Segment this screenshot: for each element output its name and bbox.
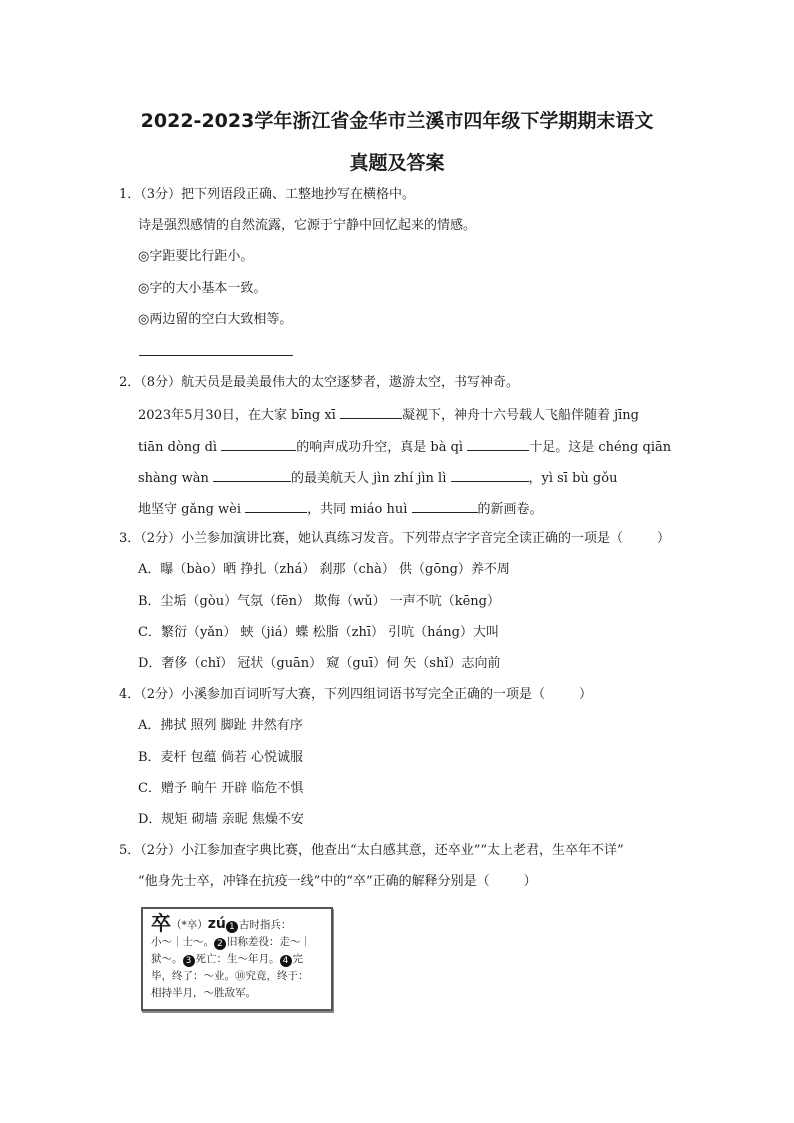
q5-stem: 5．（2分）小江参加查字典比赛，他查出“太白感其意，还卒业”“太上老君，生卒年不详” [119,843,624,858]
q3-stem-close: ） [657,531,671,546]
q1-requirement-2: ◎字的大小基本一致。 [138,281,267,296]
q2-text: 地坚守 gǎng wèi [138,502,246,517]
q2-text: shàng wàn [138,471,214,486]
dict-sense-5-example: 相持半月，～胜敌军。 [151,987,256,999]
dict-sense-3: 死亡：生～年月。 [195,953,280,965]
q2-text: ，yì sī bù gǒu [528,471,618,486]
q2-text: 的新画卷。 [477,502,543,517]
q4-stem [119,686,592,704]
q4-stem-text: 4．（2分）小溪参加百词听写大赛，下列四组词语书写完全正确的一项是（ [119,687,546,702]
q3-option-b[interactable]: B．尘垢（gòu）气氛（fēn） 欺侮（wǔ） 一声不吭（kēng） [138,594,500,609]
dict-sense-5: ⑩究竟，终于： [235,970,309,982]
answer-blank[interactable] [221,437,296,451]
q4-stem-close: ） [579,687,593,702]
q3-stem-text: 3．（2分）小兰参加演讲比赛，她认真练习发音。下列带点字字音完全读正确的一项是（ [119,531,624,546]
dict-sense-2: 旧称差役：走～｜ [227,936,311,948]
q5-stem-cont [138,873,537,891]
dict-sense-1: 古时指兵： [238,919,292,931]
answer-blank[interactable] [245,499,307,513]
q2-text: 的最美航天人 jìn zhí jìn lì [291,471,451,486]
q2-text: 的响声成功升空，真是 bà qì [296,440,468,455]
q1-stem: 1．（3分）把下列语段正确、工整地抄写在横格中。 [119,187,416,202]
q4-option-c[interactable]: C．赠予 晌午 开辟 临危不惧 [138,781,304,796]
q3-option-a[interactable]: A．曝（bào）晒 挣扎（zhá） 刹那（chà） 供（gōng）养不周 [138,562,510,577]
q1-requirement-3: ◎两边留的空白大致相等。 [138,312,293,327]
sense-number-2: 2 [214,938,226,950]
q2-text: 十足。这是 chéng qiān [529,440,672,455]
dict-sense-4-cont: 毕，终了：～业。 [151,970,235,982]
dict-variant: （*卒） [171,919,208,931]
q2-line-2 [138,437,671,457]
sense-number-1: 1 [226,921,238,933]
q2-line-4 [138,499,543,519]
q3-option-c[interactable]: C．繁衍（yǎn） 蛱（jiá）蝶 松脂（zhī） 引吭（háng）大叫 [138,625,499,640]
dict-sense-1-example: 小～｜士～。 [151,936,214,948]
q4-option-b[interactable]: B．麦杆 包蕴 倘若 心悦诚服 [138,750,303,765]
sense-number-4: 4 [280,955,292,967]
page-title: 2022-2023学年浙江省金华市兰溪市四年级下学期期末语文 [140,110,654,132]
dict-headword: 卒 [151,911,171,935]
sense-number-3: 3 [183,955,195,967]
dictionary-entry-text [151,911,327,1002]
q2-text: tiān dòng dì [138,440,222,455]
q1-passage: 诗是强烈感情的自然流露，它源于宁静中回忆起来的情感。 [138,218,477,233]
q3-option-d[interactable]: D．奢侈（chǐ） 冠状（guān） 窥（guī）伺 矢（shǐ）志向前 [138,656,501,671]
answer-blank[interactable] [213,468,291,482]
page-title-line2: 真题及答案 [349,152,445,174]
answer-blank[interactable] [340,405,402,419]
q1-requirement-1: ◎字距要比行距小。 [138,249,254,264]
q4-option-a[interactable]: A．拂拭 照列 脚趾 井然有序 [138,718,303,733]
dict-sense-4: 完 [292,953,303,965]
dict-sense-2-example: 狱～。 [151,953,183,965]
q2-stem: 2．（8分）航天员是最美最伟大的太空逐梦者，遨游太空，书写神奇。 [119,375,520,390]
q2-line-1 [138,405,639,425]
q5-stem-close: ） [523,874,537,889]
dict-pinyin: zú [207,916,226,932]
q2-text: 凝视下，神舟十六号载人飞船伴随着 jīng [401,408,639,423]
q2-text: 2023年5月30日，在大家 bīng xī [138,408,340,423]
q2-line-3 [138,468,617,488]
q3-stem [119,530,670,548]
answer-blank[interactable] [467,437,529,451]
q5-stem-text: “他身先士卒，冲锋在抗疫一线”中的“卒”正确的解释分别是（ [138,874,490,889]
answer-blank[interactable] [412,499,478,513]
q4-option-d[interactable]: D．规矩 砌墙 亲昵 焦燥不安 [138,812,304,827]
answer-blank[interactable] [451,468,529,482]
q1-answer-line[interactable] [139,355,293,356]
q2-text: ，共同 miáo huì [307,502,412,517]
dictionary-entry [141,907,333,1011]
